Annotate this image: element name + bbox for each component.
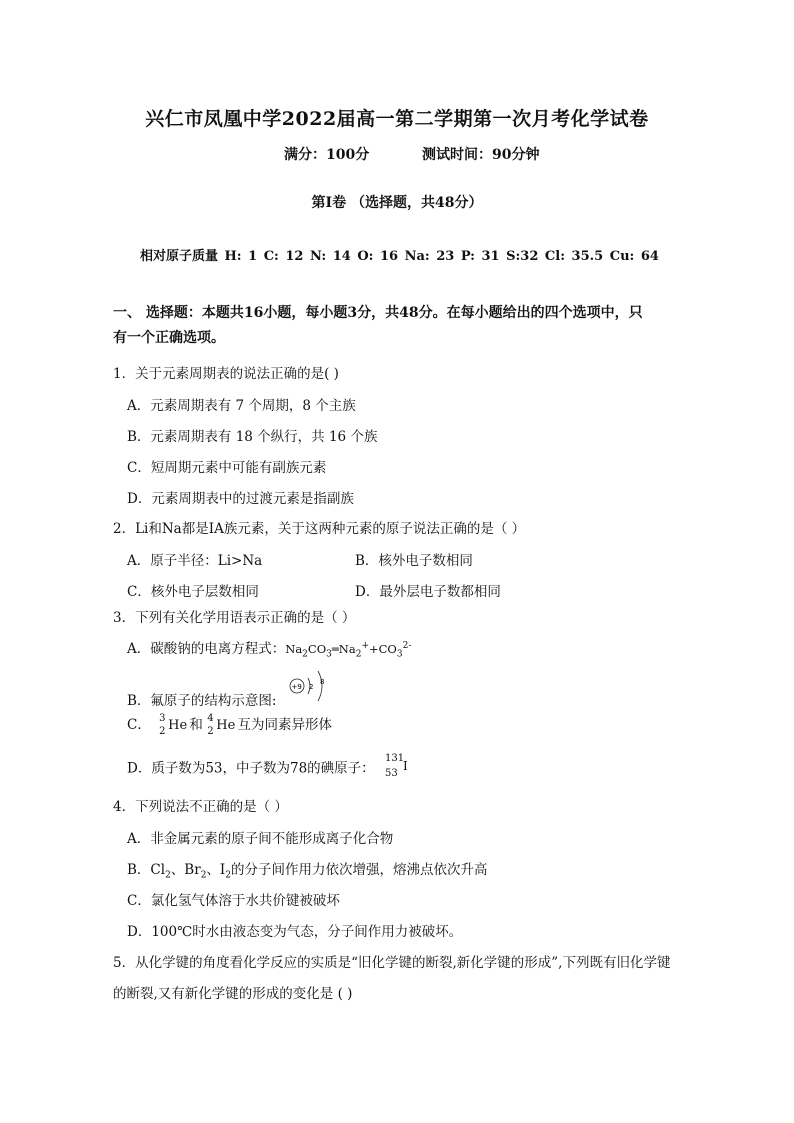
iodine-131-isotope: 131 53 I — [384, 753, 408, 779]
question-2-stem: 2．Li和Na都是IA族元素，关于这两种元素的原子说法正确的是（ ） — [113, 521, 526, 537]
question-2-option-b: B．核外电子数相同 — [355, 553, 473, 569]
ionization-equation: $Na_2CO_3═Na_2^++CO_3^{2-}$ — [285, 641, 412, 660]
question-2-option-a: A．原子半径：Li>Na — [127, 553, 263, 569]
question-2-option-c: C．核外电子层数相同 — [127, 584, 259, 600]
question-5-stem-line-1: 5．从化学键的角度看化学反应的实质是“旧化学键的断裂,新化学键的形成”,下列既有旧化学键 — [113, 955, 671, 971]
instructions-line-2: 有一个正确选项。 — [113, 330, 225, 346]
question-4-option-b: B．$Cl_2$、$Br_2$、$I_2$的分子间作用力依次增强，熔沸点依次升高 — [127, 862, 488, 881]
question-3-option-b: B．氟原子的结构示意图: — [127, 693, 277, 709]
question-2-option-d: D．最外层电子数都相同 — [355, 584, 501, 600]
question-3-option-c: C． 3 2 He 和 4 2 He 互为同素异形体 — [127, 712, 333, 737]
section-heading: 第Ⅰ卷 （选择题，共48分） — [311, 195, 483, 211]
nucleus-charge: +9 — [291, 683, 302, 691]
shell-1-electrons: 2 — [309, 683, 314, 691]
question-1-option-c: C．短周期元素中可能有副族元素 — [127, 460, 327, 476]
full-score: 满分：100分 — [284, 147, 370, 163]
question-1-option-d: D．元素周期表中的过渡元素是指副族 — [127, 491, 354, 507]
question-3-option-a — [127, 637, 411, 659]
helium-4-isotope: 4 2 He — [207, 712, 236, 737]
question-5-stem-line-2: 的断裂,又有新化学键的形成的变化是 ( ) — [113, 986, 353, 1002]
question-4-option-d: D．100℃时水由液态变为气态，分子间作用力被破坏。 — [127, 924, 463, 940]
shell-2-electrons: 8 — [320, 678, 325, 686]
question-1-option-a: A．元素周期表有 7 个周期，8 个主族 — [127, 398, 356, 414]
question-4-option-a: A．非金属元素的原子间不能形成离子化合物 — [127, 831, 394, 847]
question-3-stem: 3．下列有关化学用语表示正确的是（ ） — [113, 610, 356, 626]
question-3-option-d: D．质子数为53，中子数为78的碘原子： 131 53 I — [127, 756, 413, 782]
page-title: 兴仁市凤凰中学2022届高一第二学期第一次月考化学试卷 — [145, 108, 649, 130]
atomic-mass-line: 相对原子质量 H: 1 C: 12 N: 14 O: 16 Na: 23 P: 31 S:32 Cl: 35.5 Cu: 64 — [140, 249, 659, 264]
electron-shell-2 — [318, 671, 325, 701]
question-1-stem: 1．关于元素周期表的说法正确的是( ) — [113, 366, 339, 382]
fluorine-atom-structure-diagram — [286, 668, 336, 708]
instructions-line-1: 一、 选择题：本题共16小题，每小题3分，共48分。在每小题给出的四个选项中，只 — [113, 305, 643, 321]
question-1-option-b: B．元素周期表有 18 个纵行，共 16 个族 — [127, 429, 378, 445]
question-4-option-c: C．氯化氢气体溶于水共价键被破坏 — [127, 893, 340, 909]
question-3-option-a-label: A．碳酸钠的电离方程式： — [127, 641, 286, 657]
test-time: 测试时间：90分钟 — [422, 147, 540, 163]
helium-3-isotope: 3 2 He — [159, 712, 188, 737]
question-4-stem: 4．下列说法不正确的是（ ） — [113, 799, 288, 815]
